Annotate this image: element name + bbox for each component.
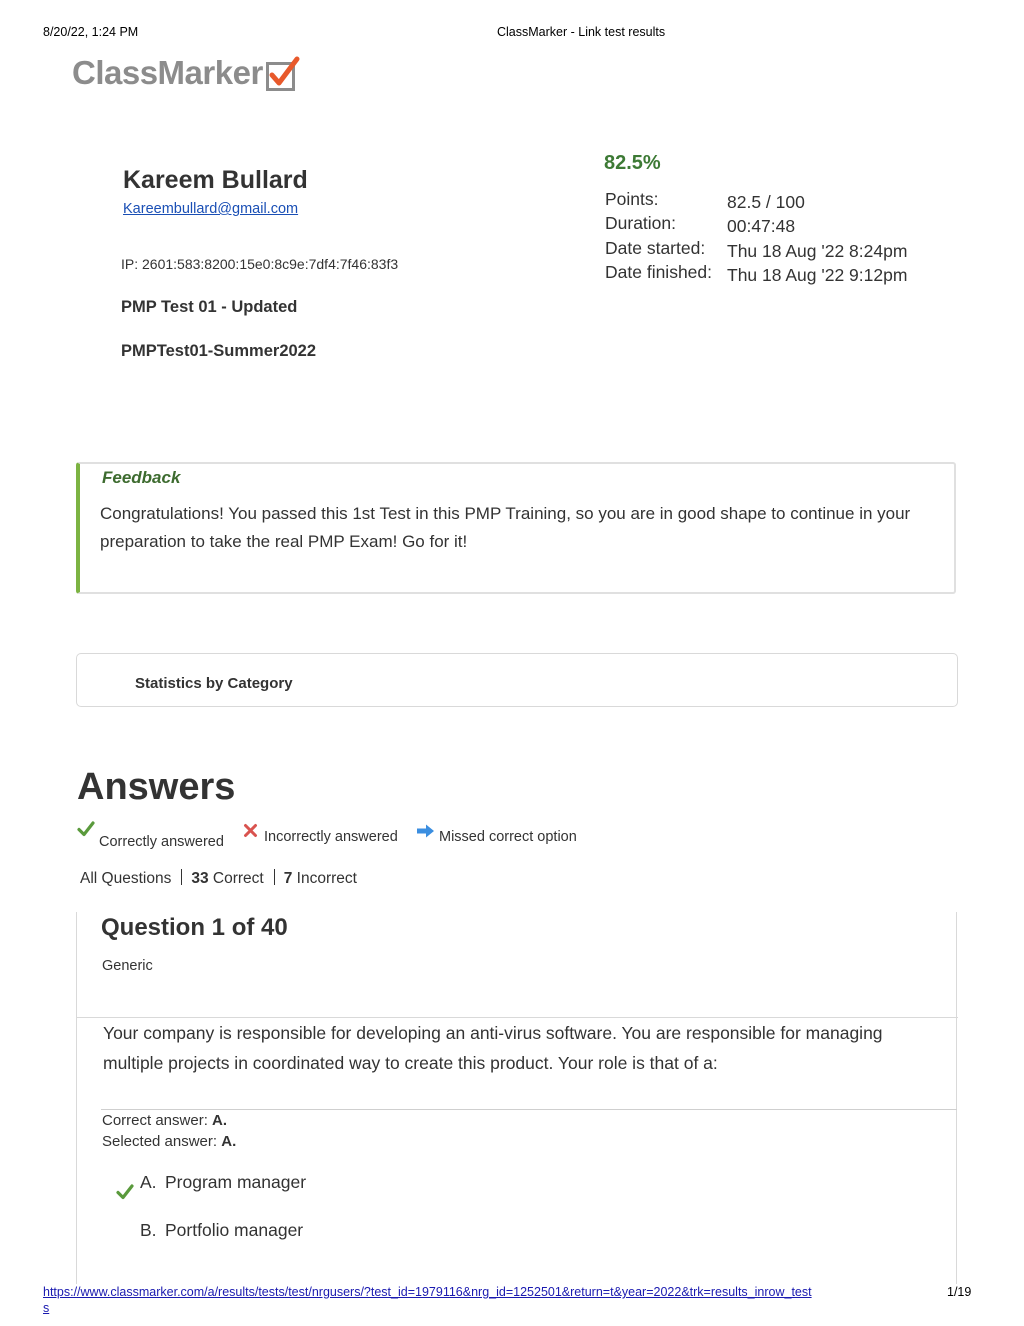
divider — [77, 1017, 958, 1018]
selected-answer-label: Selected answer: — [102, 1133, 218, 1150]
print-datetime: 8/20/22, 1:24 PM — [43, 25, 139, 39]
correct-check-icon — [116, 1184, 134, 1200]
points-label: Points: — [605, 189, 659, 209]
print-footer-url — [43, 1285, 903, 1316]
correct-answer-label: Correct answer: — [102, 1112, 208, 1129]
filter-correct[interactable] — [191, 870, 263, 887]
check-icon — [77, 821, 95, 837]
selected-answer-value: A. — [221, 1133, 237, 1150]
statistics-label: Statistics by Category — [135, 675, 293, 692]
arrow-right-icon — [416, 823, 435, 839]
incorrect-label: Incorrect — [296, 870, 357, 887]
correct-answer-value: A. — [212, 1112, 228, 1129]
user-name: Kareem Bullard — [123, 166, 308, 194]
filter-all-questions[interactable]: All Questions — [80, 870, 172, 887]
option-text: Portfolio manager — [165, 1220, 304, 1240]
user-email-link[interactable]: Kareembullard@gmail.com — [123, 201, 299, 217]
legend-incorrect: Incorrectly answered — [264, 829, 398, 845]
statistics-by-category-toggle[interactable] — [76, 653, 958, 707]
footer-url-link[interactable]: https://www.classmarker.com/a/results/tests/test/nrgusers/?test_id=1979116&nrg_id=1252501&return=t&year=2022&trk=results_inrow_test — [43, 1285, 812, 1299]
correct-answer — [102, 1112, 227, 1129]
page-number: 1/19 — [947, 1285, 972, 1299]
duration-value: 00:47:48 — [727, 216, 796, 236]
option-a — [140, 1172, 306, 1193]
test-name: PMP Test 01 - Updated — [121, 298, 298, 316]
incorrect-count: 7 — [283, 870, 293, 887]
footer-url-tail[interactable]: s — [43, 1300, 50, 1315]
logo-text: ClassMarker — [72, 54, 263, 91]
option-letter: A. — [140, 1172, 157, 1192]
user-ip: IP: 2601:583:8200:15e0:8c9e:7df4:7f46:83f3 — [121, 256, 399, 272]
feedback-text: Congratulations! You passed this 1st Test in this PMP Training, so you are in good shape to continue in your preparation to take the real PMP Exam! Go for it! — [100, 504, 911, 551]
date-finished-label: Date finished: — [605, 262, 713, 282]
legend-missed: Missed correct option — [439, 829, 577, 845]
date-started-value: Thu 18 Aug '22 8:24pm — [727, 241, 908, 261]
question-card — [76, 912, 957, 1284]
checkbox-check-icon — [266, 56, 296, 86]
score-percent: 82.5% — [604, 152, 661, 174]
filter-incorrect[interactable] — [284, 870, 357, 887]
date-started-label: Date started: — [605, 238, 706, 258]
correct-label: Correct — [212, 870, 264, 887]
points-value: 82.5 / 100 — [727, 192, 805, 212]
print-page-title: ClassMarker - Link test results — [497, 25, 666, 39]
answers-heading: Answers — [77, 766, 236, 808]
answer-filters — [80, 869, 357, 888]
feedback-title: Feedback — [102, 468, 181, 487]
date-finished-value: Thu 18 Aug '22 9:12pm — [727, 265, 908, 285]
feedback-box — [76, 462, 956, 594]
divider — [101, 1109, 957, 1110]
option-b — [140, 1220, 303, 1241]
question-category: Generic — [102, 958, 153, 974]
option-letter: B. — [140, 1220, 157, 1240]
question-title: Question 1 of 40 — [101, 914, 288, 941]
option-text: Program manager — [165, 1172, 307, 1192]
group-name: PMPTest01-Summer2022 — [121, 342, 317, 360]
correct-count: 33 — [191, 870, 209, 887]
classmarker-logo[interactable] — [72, 54, 296, 92]
question-text: Your company is responsible for developing an anti-virus software. You are responsible for managing multiple projects in coordinated way to create this product. Your role is that of a: — [103, 1023, 883, 1073]
duration-label: Duration: — [605, 213, 677, 233]
legend-correct: Correctly answered — [99, 834, 224, 850]
selected-answer — [102, 1133, 236, 1150]
cross-icon — [243, 823, 258, 838]
